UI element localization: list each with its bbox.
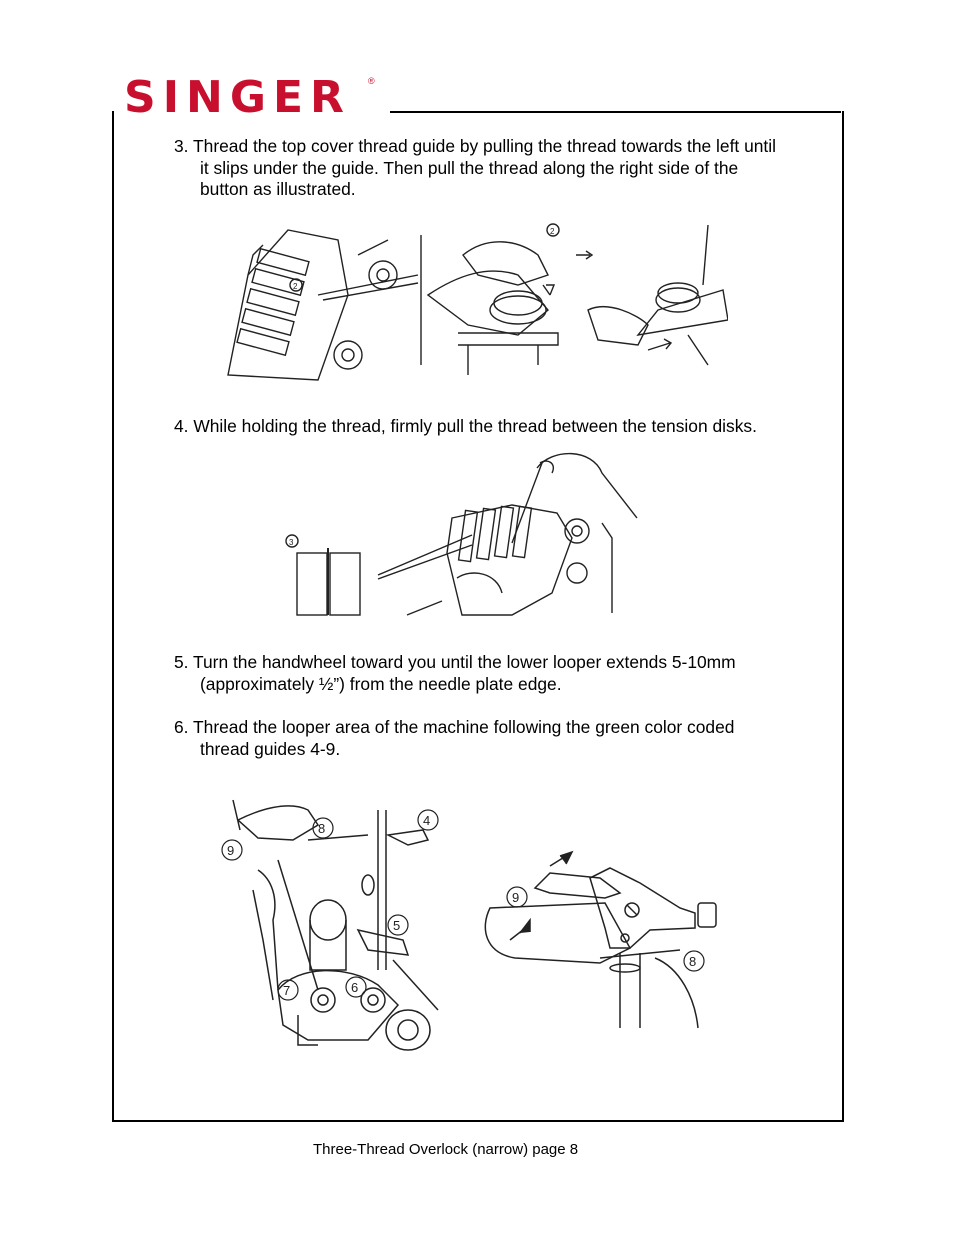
looper-area-illustration bbox=[218, 790, 460, 1060]
step-4 bbox=[174, 416, 757, 438]
top-cover-guide-illustration bbox=[218, 215, 728, 383]
step-6-line-2: thread guides 4-9. bbox=[200, 738, 341, 759]
looper-closeup-illustration bbox=[480, 848, 725, 1033]
callout-7: 7 bbox=[283, 983, 291, 998]
svg-text:SINGER: SINGER bbox=[124, 72, 351, 118]
step-6 bbox=[174, 717, 734, 760]
step-3-line-3: button as illustrated. bbox=[200, 179, 356, 199]
callout-4: 4 bbox=[423, 813, 431, 828]
callout-8b: 8 bbox=[689, 954, 697, 969]
callout-6: 6 bbox=[351, 980, 359, 995]
callout-2a: 2 bbox=[293, 282, 298, 291]
callout-9b: 9 bbox=[512, 890, 520, 905]
step-5 bbox=[174, 652, 736, 695]
step-5-line-1: 5. Turn the handwheel toward you until the lower looper extends 5-10mm bbox=[174, 652, 736, 672]
tension-disks-illustration bbox=[282, 443, 642, 618]
step-3-line-2: it slips under the guide. Then pull the thread along the right side of the bbox=[200, 157, 739, 178]
page-footer: Three-Thread Overlock (narrow) page 8 bbox=[313, 1141, 579, 1158]
callout-5: 5 bbox=[393, 918, 401, 933]
callout-8: 8 bbox=[318, 821, 326, 836]
callout-2b: 2 bbox=[550, 227, 555, 236]
step-5-line-2: (approximately ½”) from the needle plate edge. bbox=[200, 673, 562, 694]
callout-3: 3 bbox=[289, 538, 294, 547]
step-3-line-1: 3. Thread the top cover thread guide by pulling the thread towards the left until bbox=[174, 136, 776, 156]
step-6-line-1: 6. Thread the looper area of the machine following the green color coded bbox=[174, 717, 735, 737]
step-4-line-1: 4. While holding the thread, firmly pull the thread between the tension disks. bbox=[174, 416, 757, 436]
step-3 bbox=[174, 136, 776, 201]
callout-9: 9 bbox=[227, 843, 235, 858]
svg-text:®: ® bbox=[368, 76, 375, 86]
